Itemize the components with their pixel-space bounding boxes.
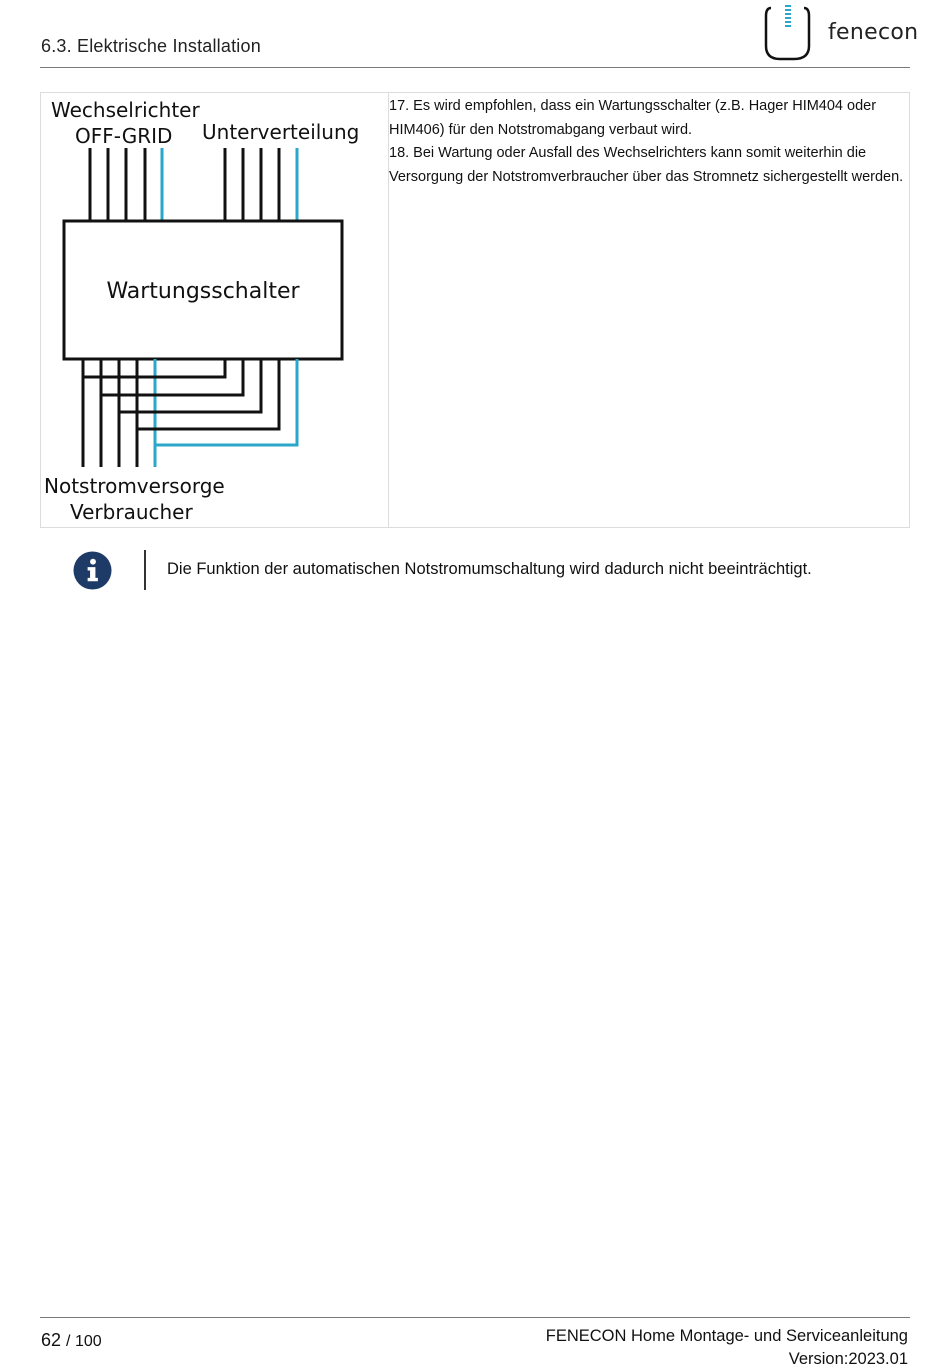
label-inverter-line2: OFF-GRID [75, 124, 173, 148]
header-divider [40, 67, 910, 68]
label-consumers-line1: Notstromversorge [44, 474, 225, 498]
note-divider [144, 550, 146, 590]
section-title: 6.3. Elektrische Installation [41, 36, 261, 56]
fenecon-logo-icon [764, 2, 814, 64]
note-text: Die Funktion der automatischen Notstromumschaltung wird dadurch nicht beeinträchtigt. [167, 560, 812, 578]
footer-divider [40, 1317, 910, 1318]
info-icon [73, 551, 112, 590]
instruction-step-18: 18. Bei Wartung oder Ausfall des Wechselrichters kann somit weiterhin die Versorgung der Notstromverbraucher über das Stromnetz sichergestellt werden. [389, 145, 904, 185]
fenecon-logo [764, 2, 919, 64]
page-total: / 100 [66, 1333, 102, 1350]
wiring-diagram [41, 93, 388, 527]
label-distribution: Unterverteilung [202, 120, 360, 144]
page-number [41, 1330, 102, 1351]
label-inverter-line1: Wechselrichter [51, 98, 200, 122]
label-consumers-line2: Verbraucher [70, 500, 193, 524]
page-current: 62 [41, 1330, 62, 1350]
document-title: FENECON Home Montage- und Serviceanleitung [545, 1327, 908, 1345]
inverter-input-lines [90, 148, 145, 221]
logo-text: fenecon [828, 20, 919, 45]
document-version: Version:2023.01 [788, 1350, 908, 1368]
instruction-steps [389, 95, 907, 189]
output-wiring [83, 359, 297, 467]
info-note [40, 548, 910, 594]
instruction-step-17: 17. Es wird empfohlen, dass ein Wartungsschalter (z.B. Hager HIM404 oder HIM406) für den Notstromabgang verbaut wird. [389, 98, 877, 138]
label-maintenance-switch: Wartungsschalter [106, 279, 300, 304]
distribution-input-lines [225, 148, 279, 221]
